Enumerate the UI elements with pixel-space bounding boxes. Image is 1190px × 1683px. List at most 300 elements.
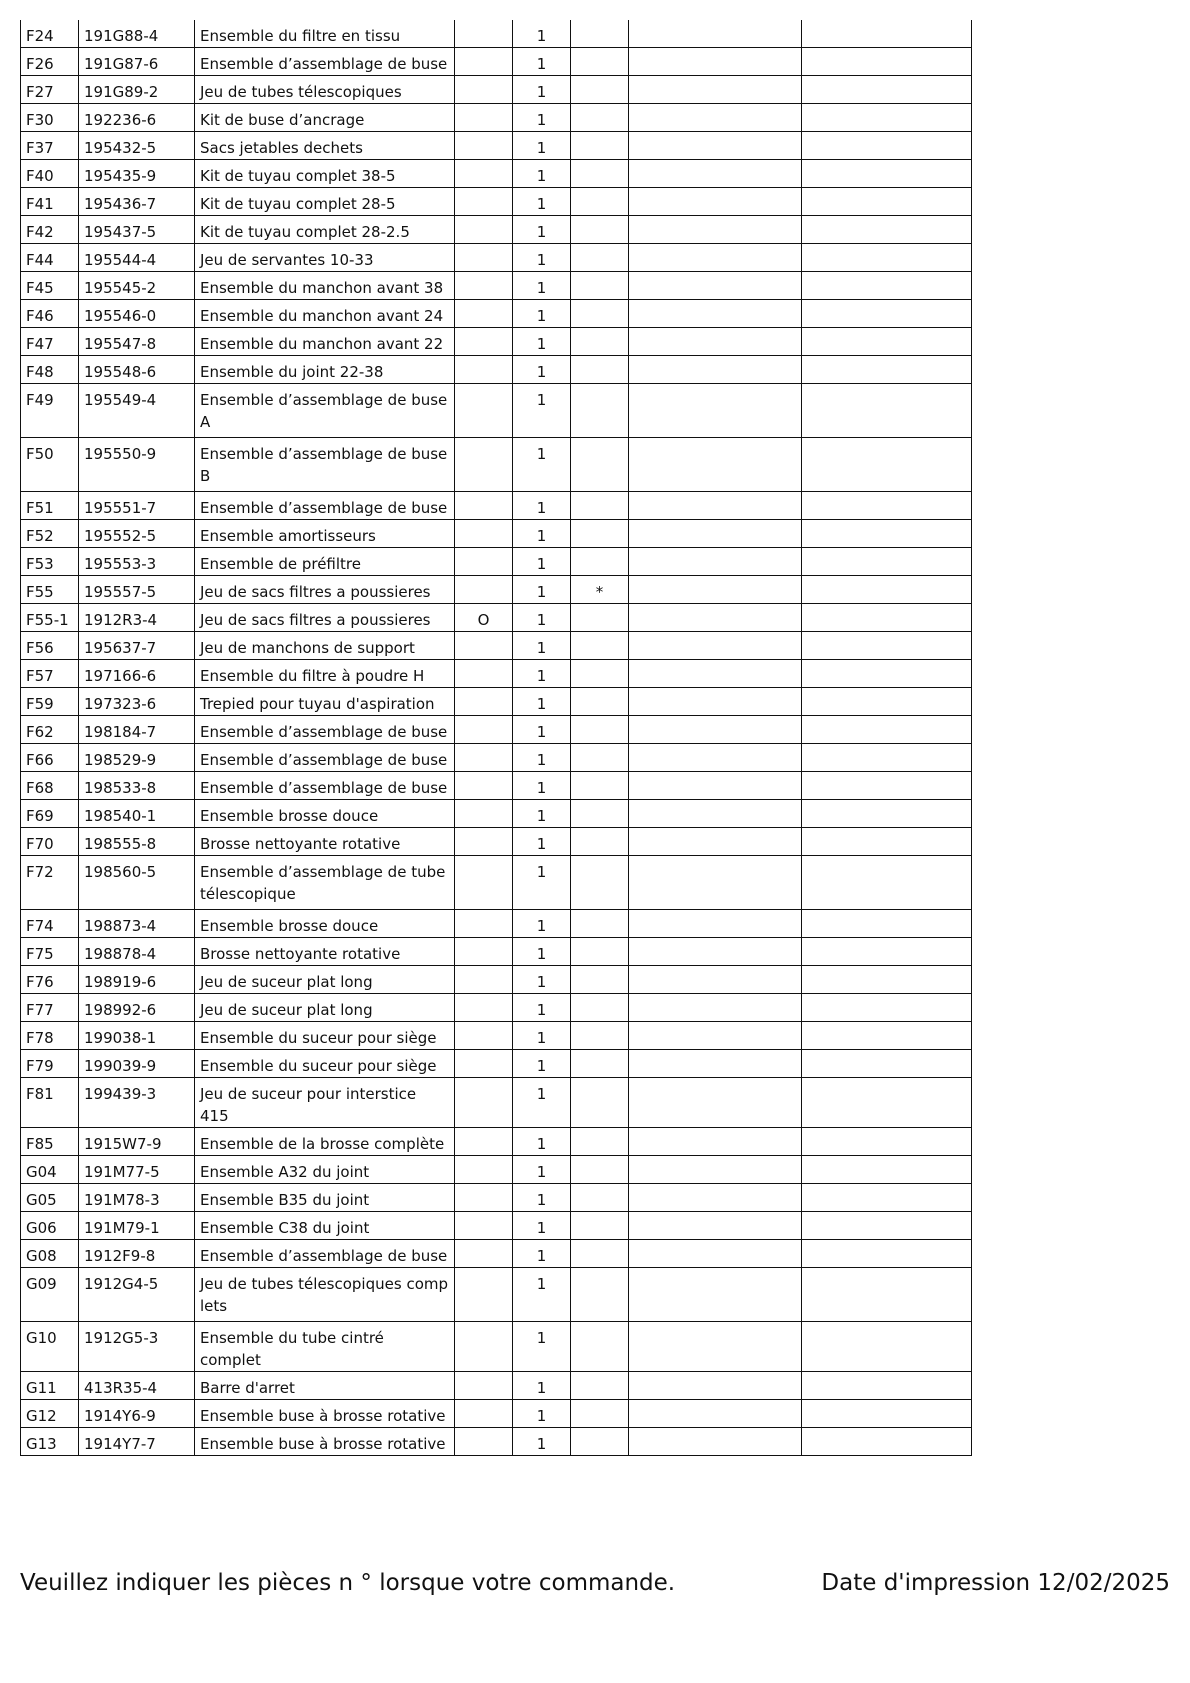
blank-cell-a (629, 800, 802, 828)
blank-cell-b (802, 356, 972, 384)
quantity-cell: 1 (513, 1240, 571, 1268)
blank-cell-b (802, 548, 972, 576)
ref-cell: F66 (21, 744, 79, 772)
note-cell (455, 1240, 513, 1268)
blank-cell-a (629, 1400, 802, 1428)
ref-cell: F55 (21, 576, 79, 604)
note-cell (455, 160, 513, 188)
description-cell: Jeu de suceur plat long (195, 994, 455, 1022)
quantity-cell: 1 (513, 216, 571, 244)
note-cell (455, 104, 513, 132)
table-row (21, 1212, 972, 1240)
part-number-cell: 198992-6 (79, 994, 195, 1022)
note-cell (455, 216, 513, 244)
description-cell: Ensemble amortisseurs (195, 520, 455, 548)
blank-cell-a (629, 548, 802, 576)
mark-cell (571, 1400, 629, 1428)
description-cell: Ensemble A32 du joint (195, 1156, 455, 1184)
note-cell (455, 48, 513, 76)
quantity-cell: 1 (513, 300, 571, 328)
note-cell (455, 632, 513, 660)
part-number-cell: 1915W7-9 (79, 1128, 195, 1156)
description-cell: Jeu de tubes télescopiques comp lets (195, 1268, 455, 1322)
blank-cell-b (802, 1156, 972, 1184)
mark-cell (571, 1240, 629, 1268)
note-cell (455, 800, 513, 828)
part-number-cell: 195545-2 (79, 272, 195, 300)
description-cell: Ensemble du suceur pour siège (195, 1022, 455, 1050)
description-cell: Ensemble d’assemblage de buse (195, 48, 455, 76)
blank-cell-b (802, 994, 972, 1022)
quantity-cell: 1 (513, 1428, 571, 1456)
table-row (21, 1240, 972, 1268)
blank-cell-a (629, 828, 802, 856)
part-number-cell: 199038-1 (79, 1022, 195, 1050)
blank-cell-a (629, 856, 802, 910)
description-cell: Ensemble du joint 22-38 (195, 356, 455, 384)
ref-cell: F72 (21, 856, 79, 910)
mark-cell (571, 1184, 629, 1212)
note-cell (455, 910, 513, 938)
blank-cell-b (802, 1240, 972, 1268)
mark-cell (571, 828, 629, 856)
quantity-cell: 1 (513, 244, 571, 272)
table-row (21, 772, 972, 800)
note-cell (455, 1268, 513, 1322)
ref-cell: F40 (21, 160, 79, 188)
table-row (21, 688, 972, 716)
table-row (21, 438, 972, 492)
table-row (21, 1078, 972, 1128)
ref-cell: F56 (21, 632, 79, 660)
description-cell: Ensemble d’assemblage de buse B (195, 438, 455, 492)
description-cell: Jeu de tubes télescopiques (195, 76, 455, 104)
table-row (21, 1400, 972, 1428)
ref-cell: F79 (21, 1050, 79, 1078)
description-cell: Brosse nettoyante rotative (195, 828, 455, 856)
table-row (21, 132, 972, 160)
description-cell: Ensemble d’assemblage de buse (195, 716, 455, 744)
note-cell (455, 1372, 513, 1400)
mark-cell (571, 660, 629, 688)
blank-cell-a (629, 910, 802, 938)
quantity-cell: 1 (513, 1322, 571, 1372)
ref-cell: F53 (21, 548, 79, 576)
quantity-cell: 1 (513, 800, 571, 828)
mark-cell (571, 604, 629, 632)
quantity-cell: 1 (513, 994, 571, 1022)
description-cell: Ensemble du manchon avant 22 (195, 328, 455, 356)
note-cell (455, 1322, 513, 1372)
mark-cell (571, 1156, 629, 1184)
blank-cell-a (629, 1372, 802, 1400)
description-cell: Ensemble d’assemblage de buse (195, 1240, 455, 1268)
part-number-cell: 1914Y7-7 (79, 1428, 195, 1456)
quantity-cell: 1 (513, 604, 571, 632)
table-row (21, 188, 972, 216)
blank-cell-b (802, 744, 972, 772)
blank-cell-a (629, 20, 802, 48)
print-date: Date d'impression 12/02/2025 (821, 1570, 1170, 1596)
part-number-cell: 413R35-4 (79, 1372, 195, 1400)
note-cell (455, 520, 513, 548)
blank-cell-b (802, 1268, 972, 1322)
blank-cell-b (802, 76, 972, 104)
mark-cell (571, 244, 629, 272)
ref-cell: F78 (21, 1022, 79, 1050)
table-row (21, 76, 972, 104)
description-cell: Kit de tuyau complet 38-5 (195, 160, 455, 188)
table-row (21, 938, 972, 966)
note-cell (455, 966, 513, 994)
note-cell (455, 272, 513, 300)
table-row (21, 716, 972, 744)
table-row (21, 604, 972, 632)
table-row (21, 828, 972, 856)
quantity-cell: 1 (513, 20, 571, 48)
blank-cell-a (629, 438, 802, 492)
note-cell (455, 1022, 513, 1050)
quantity-cell: 1 (513, 384, 571, 438)
ref-cell: F48 (21, 356, 79, 384)
blank-cell-a (629, 1212, 802, 1240)
quantity-cell: 1 (513, 1022, 571, 1050)
blank-cell-b (802, 966, 972, 994)
quantity-cell: 1 (513, 966, 571, 994)
table-row (21, 300, 972, 328)
ref-cell: F41 (21, 188, 79, 216)
note-cell (455, 384, 513, 438)
ref-cell: F81 (21, 1078, 79, 1128)
note-cell: O (455, 604, 513, 632)
blank-cell-a (629, 744, 802, 772)
quantity-cell: 1 (513, 1156, 571, 1184)
blank-cell-a (629, 492, 802, 520)
note-cell (455, 828, 513, 856)
mark-cell (571, 994, 629, 1022)
part-number-cell: 191M79-1 (79, 1212, 195, 1240)
description-cell: Brosse nettoyante rotative (195, 938, 455, 966)
description-cell: Ensemble de préfiltre (195, 548, 455, 576)
mark-cell (571, 1128, 629, 1156)
quantity-cell: 1 (513, 76, 571, 104)
mark-cell (571, 1078, 629, 1128)
blank-cell-b (802, 1078, 972, 1128)
ref-cell: F55-1 (21, 604, 79, 632)
mark-cell (571, 772, 629, 800)
note-cell (455, 1078, 513, 1128)
blank-cell-a (629, 76, 802, 104)
mark-cell (571, 1268, 629, 1322)
quantity-cell: 1 (513, 1268, 571, 1322)
note-cell (455, 356, 513, 384)
blank-cell-b (802, 1184, 972, 1212)
part-number-cell: 195551-7 (79, 492, 195, 520)
quantity-cell: 1 (513, 1212, 571, 1240)
parts-table-body (21, 20, 972, 1456)
part-number-cell: 1912G5-3 (79, 1322, 195, 1372)
part-number-cell: 1912F9-8 (79, 1240, 195, 1268)
note-cell (455, 188, 513, 216)
part-number-cell: 191M78-3 (79, 1184, 195, 1212)
table-row (21, 244, 972, 272)
blank-cell-a (629, 994, 802, 1022)
note-cell (455, 772, 513, 800)
mark-cell (571, 104, 629, 132)
quantity-cell: 1 (513, 188, 571, 216)
blank-cell-b (802, 1428, 972, 1456)
blank-cell-a (629, 216, 802, 244)
table-row (21, 744, 972, 772)
table-row (21, 20, 972, 48)
note-cell (455, 1184, 513, 1212)
quantity-cell: 1 (513, 1050, 571, 1078)
mark-cell (571, 716, 629, 744)
blank-cell-a (629, 272, 802, 300)
quantity-cell: 1 (513, 856, 571, 910)
description-cell: Ensemble du manchon avant 24 (195, 300, 455, 328)
quantity-cell: 1 (513, 1184, 571, 1212)
mark-cell (571, 856, 629, 910)
mark-cell (571, 966, 629, 994)
mark-cell (571, 328, 629, 356)
mark-cell (571, 548, 629, 576)
part-number-cell: 199439-3 (79, 1078, 195, 1128)
description-cell: Ensemble d’assemblage de buse (195, 744, 455, 772)
blank-cell-a (629, 1240, 802, 1268)
blank-cell-a (629, 716, 802, 744)
ref-cell: F69 (21, 800, 79, 828)
blank-cell-a (629, 1078, 802, 1128)
part-number-cell: 199039-9 (79, 1050, 195, 1078)
table-row (21, 660, 972, 688)
note-cell (455, 688, 513, 716)
part-number-cell: 195435-9 (79, 160, 195, 188)
blank-cell-b (802, 1400, 972, 1428)
quantity-cell: 1 (513, 1128, 571, 1156)
blank-cell-b (802, 800, 972, 828)
part-number-cell: 195557-5 (79, 576, 195, 604)
part-number-cell: 192236-6 (79, 104, 195, 132)
quantity-cell: 1 (513, 548, 571, 576)
table-row (21, 356, 972, 384)
description-cell: Ensemble brosse douce (195, 800, 455, 828)
blank-cell-a (629, 632, 802, 660)
mark-cell (571, 300, 629, 328)
blank-cell-b (802, 632, 972, 660)
part-number-cell: 191G87-6 (79, 48, 195, 76)
blank-cell-a (629, 384, 802, 438)
parts-table (20, 20, 972, 1456)
description-cell: Ensemble de la brosse complète (195, 1128, 455, 1156)
quantity-cell: 1 (513, 938, 571, 966)
ref-cell: G09 (21, 1268, 79, 1322)
blank-cell-b (802, 188, 972, 216)
blank-cell-b (802, 604, 972, 632)
blank-cell-a (629, 244, 802, 272)
mark-cell (571, 438, 629, 492)
mark-cell (571, 20, 629, 48)
blank-cell-b (802, 1212, 972, 1240)
mark-cell (571, 216, 629, 244)
note-cell (455, 548, 513, 576)
quantity-cell: 1 (513, 688, 571, 716)
blank-cell-b (802, 492, 972, 520)
blank-cell-b (802, 328, 972, 356)
note-cell (455, 20, 513, 48)
description-cell: Jeu de manchons de support (195, 632, 455, 660)
quantity-cell: 1 (513, 744, 571, 772)
quantity-cell: 1 (513, 772, 571, 800)
part-number-cell: 1912R3-4 (79, 604, 195, 632)
blank-cell-a (629, 688, 802, 716)
ref-cell: F50 (21, 438, 79, 492)
blank-cell-a (629, 576, 802, 604)
mark-cell (571, 188, 629, 216)
quantity-cell: 1 (513, 132, 571, 160)
mark-cell (571, 1322, 629, 1372)
quantity-cell: 1 (513, 272, 571, 300)
note-cell (455, 744, 513, 772)
mark-cell (571, 160, 629, 188)
ref-cell: F85 (21, 1128, 79, 1156)
ref-cell: F42 (21, 216, 79, 244)
ref-cell: F49 (21, 384, 79, 438)
quantity-cell: 1 (513, 910, 571, 938)
ref-cell: G04 (21, 1156, 79, 1184)
mark-cell (571, 492, 629, 520)
description-cell: Ensemble buse à brosse rotative (195, 1400, 455, 1428)
table-row (21, 384, 972, 438)
table-row (21, 1322, 972, 1372)
table-row (21, 1050, 972, 1078)
description-cell: Sacs jetables dechets (195, 132, 455, 160)
description-cell: Jeu de sacs filtres a poussieres (195, 604, 455, 632)
mark-cell (571, 688, 629, 716)
part-number-cell: 198919-6 (79, 966, 195, 994)
mark-cell (571, 272, 629, 300)
description-cell: Jeu de sacs filtres a poussieres (195, 576, 455, 604)
description-cell: Ensemble d’assemblage de buse (195, 772, 455, 800)
part-number-cell: 1912G4-5 (79, 1268, 195, 1322)
table-row (21, 520, 972, 548)
mark-cell (571, 1212, 629, 1240)
mark-cell (571, 1428, 629, 1456)
ref-cell: G10 (21, 1322, 79, 1372)
blank-cell-a (629, 938, 802, 966)
mark-cell (571, 1022, 629, 1050)
note-cell (455, 300, 513, 328)
part-number-cell: 198184-7 (79, 716, 195, 744)
note-cell (455, 1050, 513, 1078)
ref-cell: G06 (21, 1212, 79, 1240)
blank-cell-a (629, 356, 802, 384)
ref-cell: F45 (21, 272, 79, 300)
blank-cell-a (629, 1050, 802, 1078)
part-number-cell: 195552-5 (79, 520, 195, 548)
table-row (21, 492, 972, 520)
mark-cell (571, 744, 629, 772)
table-row (21, 160, 972, 188)
blank-cell-a (629, 1322, 802, 1372)
part-number-cell: 195550-9 (79, 438, 195, 492)
part-number-cell: 198555-8 (79, 828, 195, 856)
ref-cell: F62 (21, 716, 79, 744)
ref-cell: F59 (21, 688, 79, 716)
quantity-cell: 1 (513, 356, 571, 384)
blank-cell-a (629, 1156, 802, 1184)
description-cell: Ensemble C38 du joint (195, 1212, 455, 1240)
table-row (21, 48, 972, 76)
table-row (21, 1372, 972, 1400)
description-cell: Kit de tuyau complet 28-5 (195, 188, 455, 216)
quantity-cell: 1 (513, 1078, 571, 1128)
blank-cell-b (802, 772, 972, 800)
mark-cell (571, 910, 629, 938)
mark-cell (571, 938, 629, 966)
table-row (21, 104, 972, 132)
note-cell (455, 492, 513, 520)
blank-cell-b (802, 910, 972, 938)
blank-cell-a (629, 160, 802, 188)
note-cell (455, 938, 513, 966)
blank-cell-b (802, 576, 972, 604)
blank-cell-a (629, 1128, 802, 1156)
note-cell (455, 438, 513, 492)
note-cell (455, 660, 513, 688)
blank-cell-a (629, 604, 802, 632)
note-cell (455, 1428, 513, 1456)
note-cell (455, 76, 513, 104)
mark-cell (571, 632, 629, 660)
note-cell (455, 716, 513, 744)
blank-cell-a (629, 1268, 802, 1322)
description-cell: Jeu de servantes 10-33 (195, 244, 455, 272)
description-cell: Trepied pour tuyau d'aspiration (195, 688, 455, 716)
table-row (21, 1184, 972, 1212)
description-cell: Ensemble du tube cintré complet (195, 1322, 455, 1372)
ref-cell: F52 (21, 520, 79, 548)
ref-cell: F75 (21, 938, 79, 966)
blank-cell-a (629, 520, 802, 548)
table-row (21, 272, 972, 300)
table-row (21, 576, 972, 604)
blank-cell-b (802, 48, 972, 76)
note-cell (455, 856, 513, 910)
note-cell (455, 1156, 513, 1184)
ref-cell: F74 (21, 910, 79, 938)
blank-cell-b (802, 160, 972, 188)
part-number-cell: 195547-8 (79, 328, 195, 356)
blank-cell-b (802, 688, 972, 716)
part-number-cell: 197166-6 (79, 660, 195, 688)
description-cell: Ensemble brosse douce (195, 910, 455, 938)
ref-cell: F68 (21, 772, 79, 800)
blank-cell-a (629, 966, 802, 994)
part-number-cell: 195437-5 (79, 216, 195, 244)
part-number-cell: 198529-9 (79, 744, 195, 772)
part-number-cell: 198560-5 (79, 856, 195, 910)
blank-cell-b (802, 132, 972, 160)
blank-cell-b (802, 216, 972, 244)
ref-cell: F26 (21, 48, 79, 76)
quantity-cell: 1 (513, 660, 571, 688)
description-cell: Jeu de suceur pour interstice 415 (195, 1078, 455, 1128)
part-number-cell: 195436-7 (79, 188, 195, 216)
ref-cell: G13 (21, 1428, 79, 1456)
description-cell: Ensemble du filtre à poudre H (195, 660, 455, 688)
blank-cell-a (629, 772, 802, 800)
